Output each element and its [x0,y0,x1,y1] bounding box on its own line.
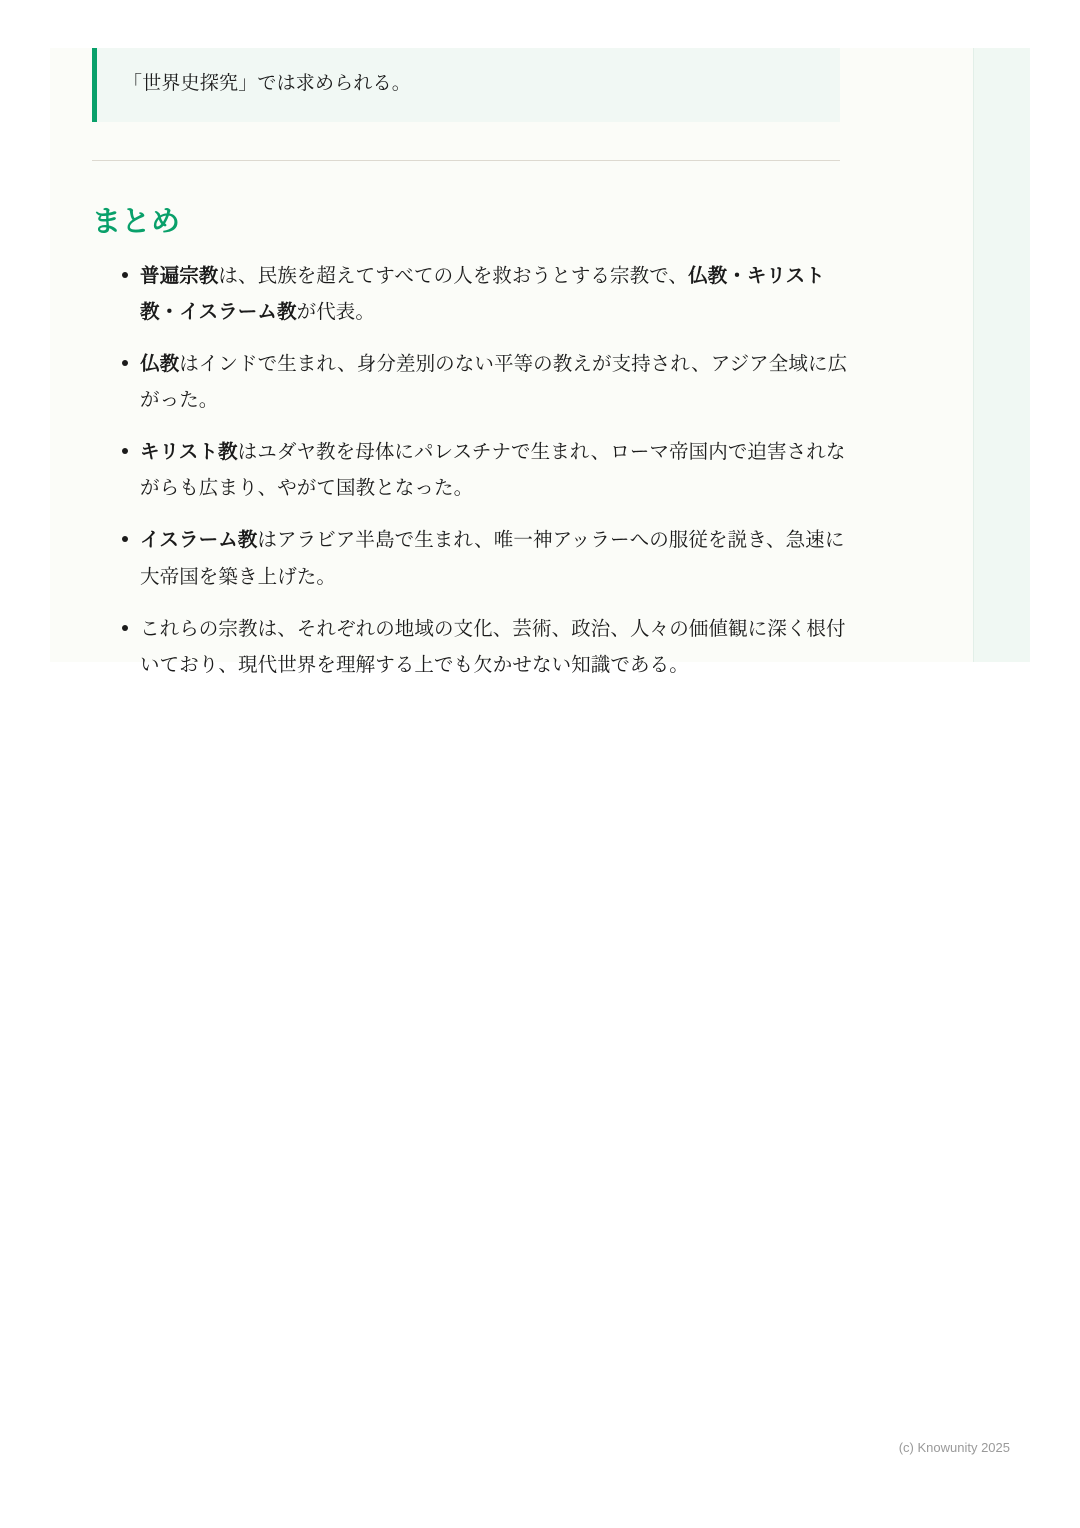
list-item-lead: キリスト教 [140,441,238,464]
callout-block [92,48,840,122]
list-item [122,522,860,594]
section-divider [92,160,840,161]
list-item-body: これらの宗教は、それぞれの地域の文化、芸術、政治、人々の価値観に深く根付いており、現代世界を理解する上でも欠かせない知識である。 [140,617,846,676]
summary-list [92,258,882,683]
footer-credit: (c) Knowunity 2025 [898,1440,1010,1455]
page-side-band [973,48,1030,662]
list-item-body: は、民族を超えてすべての人を救おうとする宗教で、 [218,265,689,288]
page-content [92,48,882,699]
list-item-body-2: が代表。 [296,301,376,324]
list-item-lead: 仏教 [140,353,180,376]
list-item-lead: イスラーム教 [140,529,258,552]
list-item-body: はユダヤ教を母体にパレスチナで生まれ、ローマ帝国内で迫害されながらも広まり、やがて国教となった。 [140,441,846,500]
section-title-summary: まとめ [92,206,181,239]
document-page [50,48,1030,676]
list-item-lead: 普遍宗教 [140,265,219,288]
list-item-body: はアラビア半島で生まれ、唯一神アッラーへの服従を説き、急速に大帝国を築き上げた。 [140,529,845,588]
list-item [122,434,860,506]
list-item [122,611,860,683]
list-item [122,346,860,418]
list-item-body: はインドで生まれ、身分差別のない平等の教えが支持され、アジア全域に広がった。 [140,353,848,412]
callout-text: 「世界史探究」では求められる。 [123,73,412,94]
list-item [122,258,860,330]
list-item-lead-2: 仏教・キリスト教・イスラーム教 [140,265,825,324]
